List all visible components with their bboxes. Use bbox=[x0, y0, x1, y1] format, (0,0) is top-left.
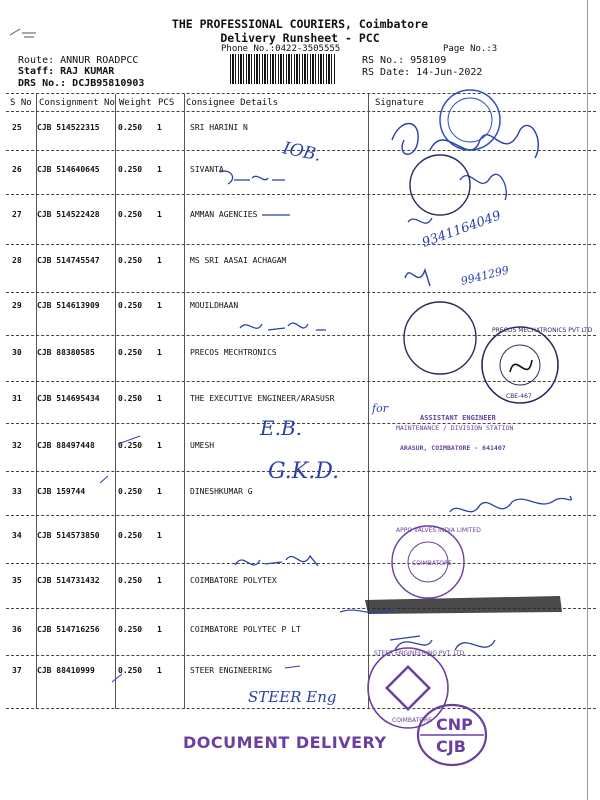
row-consignment: CJB 514573850 bbox=[37, 531, 100, 540]
row-pcs: 1 bbox=[157, 625, 162, 634]
drs-number: DRS No.: DCJB95810903 bbox=[18, 78, 145, 89]
row-consignment: CJB 88497448 bbox=[37, 441, 95, 450]
bank-stamp bbox=[440, 90, 500, 150]
route-label: Route: ANNUR ROADPCC bbox=[18, 55, 139, 66]
row-consignment: CJB 514716256 bbox=[37, 625, 100, 634]
document-title: Delivery Runsheet - PCC bbox=[220, 31, 380, 45]
pen-tick-2 bbox=[112, 666, 300, 682]
signature-row-29 bbox=[240, 323, 326, 330]
stamp-line-2: MAINTENANCE / DIVISION STATION bbox=[396, 424, 514, 432]
row-pcs: 1 bbox=[157, 165, 162, 174]
row-sno: 35 bbox=[12, 576, 22, 585]
row-weight: 0.250 bbox=[118, 123, 143, 132]
row-pcs: 1 bbox=[157, 487, 162, 496]
row-consignment: CJB 514522315 bbox=[37, 123, 100, 132]
row-weight: 0.250 bbox=[118, 256, 143, 265]
ink-smudge bbox=[365, 596, 562, 614]
row-consignee: THE EXECUTIVE ENGINEER/ARASUSR bbox=[190, 394, 335, 403]
row-weight: 0.250 bbox=[118, 394, 143, 403]
row-consignee: SRI HARINI N bbox=[190, 123, 248, 132]
row-consignee: MOUILDHAAN bbox=[190, 301, 239, 310]
row-sno: 31 bbox=[12, 394, 22, 403]
row-weight: 0.250 bbox=[118, 301, 143, 310]
row-consignment: CJB 514613909 bbox=[37, 301, 100, 310]
col-header-signature: Signature bbox=[375, 98, 424, 108]
row-sno: 29 bbox=[12, 301, 22, 310]
signature-row-28 bbox=[405, 270, 430, 286]
row-consignment: CJB 514640645 bbox=[37, 165, 100, 174]
company-stamp bbox=[410, 155, 470, 215]
row-consignee: UMESH bbox=[190, 441, 215, 450]
col-header-consignee: Consignee Details bbox=[186, 98, 279, 108]
row-sno: 26 bbox=[12, 165, 22, 174]
page-number: Page No.:3 bbox=[443, 44, 498, 54]
row-consignment: CJB 514731432 bbox=[37, 576, 100, 585]
precos-stamp-code: CBE-467 bbox=[506, 393, 532, 400]
handwriting-for: for bbox=[372, 402, 388, 415]
handwriting-iob: IOB. bbox=[280, 138, 323, 166]
precos-stamp bbox=[482, 327, 558, 403]
row-sno: 30 bbox=[12, 348, 22, 357]
row-pcs: 1 bbox=[157, 210, 162, 219]
row-weight: 0.250 bbox=[118, 348, 143, 357]
signature-row-27 bbox=[262, 215, 432, 223]
row-consignee: MS SRI AASAI ACHAGAM bbox=[190, 256, 287, 265]
pen-tick bbox=[100, 436, 143, 483]
signature-row-34 bbox=[235, 556, 318, 566]
signature-row-26 bbox=[220, 171, 285, 184]
precos-stamp-inner bbox=[500, 345, 540, 385]
row-sno: 32 bbox=[12, 441, 22, 450]
company-name: THE PROFESSIONAL COURIERS, Coimbatore bbox=[171, 17, 429, 31]
row-pcs: 1 bbox=[157, 256, 162, 265]
col-header-consignment: Consignment No bbox=[39, 98, 115, 108]
row-sno: 36 bbox=[12, 625, 22, 634]
col-header-sno: S No bbox=[10, 98, 32, 108]
handwriting-eb: E.B. bbox=[260, 416, 303, 440]
handwriting-phone: 9341164049 bbox=[420, 208, 504, 251]
cnp-stamp-bottom: CJB bbox=[436, 737, 466, 756]
row-consignment: CJB 159744 bbox=[37, 487, 86, 496]
row-sno: 34 bbox=[12, 531, 22, 540]
row-consignment: CJB 88380585 bbox=[37, 348, 95, 357]
row-weight: 0.250 bbox=[118, 487, 143, 496]
apo-stamp-center: COIMBATORE bbox=[412, 560, 452, 567]
row-sno: 27 bbox=[12, 210, 22, 219]
row-sno: 33 bbox=[12, 487, 22, 496]
row-weight: 0.250 bbox=[118, 666, 143, 675]
row-consignee: SIVANTA bbox=[190, 165, 224, 174]
row-sno: 37 bbox=[12, 666, 22, 675]
row-weight: 0.250 bbox=[118, 165, 143, 174]
row-weight: 0.250 bbox=[118, 210, 143, 219]
row-consignee: AMMAN AGENCIES bbox=[190, 210, 258, 219]
row-pcs: 1 bbox=[157, 348, 162, 357]
rs-date: RS Date: 14-Jun-2022 bbox=[362, 67, 483, 78]
row-sno: 28 bbox=[12, 256, 22, 265]
signature-row-26b bbox=[460, 174, 506, 200]
row-consignment: CJB 514522428 bbox=[37, 210, 100, 219]
row-consignee: DINESHKUMAR G bbox=[190, 487, 253, 496]
precos-stamp-text: PRECOS MECHATRONICS PVT LTD bbox=[492, 327, 593, 334]
row-consignee: STEER ENGINEERING bbox=[190, 666, 272, 675]
stamp-line-3: ARASUR, COIMBATORE - 641407 bbox=[400, 444, 506, 452]
handwriting-steer: STEER Eng bbox=[248, 688, 337, 706]
document-delivery-stamp: DOCUMENT DELIVERY bbox=[183, 733, 387, 752]
signature-row-33 bbox=[450, 496, 571, 512]
row-weight: 0.250 bbox=[118, 531, 143, 540]
rs-number: RS No.: 958109 bbox=[362, 55, 447, 66]
col-header-pcs: PCS bbox=[158, 98, 175, 108]
row-consignee: COIMBATORE POLYTEC P LT bbox=[190, 625, 301, 634]
row-consignment: CJB 88410999 bbox=[37, 666, 95, 675]
row-pcs: 1 bbox=[157, 531, 162, 540]
row-pcs: 1 bbox=[157, 666, 162, 675]
row-consignee: COIMBATORE POLYTEX bbox=[190, 576, 277, 585]
row-pcs: 1 bbox=[157, 394, 162, 403]
row-consignment: CJB 514745547 bbox=[37, 256, 100, 265]
row-sno: 25 bbox=[12, 123, 22, 132]
row-weight: 0.250 bbox=[118, 441, 143, 450]
steer-logo bbox=[387, 667, 429, 709]
stamp-line-1: ASSISTANT ENGINEER bbox=[420, 414, 496, 422]
row-weight: 0.250 bbox=[118, 576, 143, 585]
row-pcs: 1 bbox=[157, 301, 162, 310]
col-header-weight: Weight bbox=[119, 98, 152, 108]
precos-signature bbox=[510, 360, 532, 372]
row-pcs: 1 bbox=[157, 123, 162, 132]
row-weight: 0.250 bbox=[118, 625, 143, 634]
steer-stamp-text: STEER ENGINEERING PVT. LTD. bbox=[374, 650, 467, 657]
midas-stamp bbox=[404, 302, 476, 374]
bank-stamp-inner bbox=[448, 98, 492, 142]
handwriting-phone-2: 9941299 bbox=[459, 263, 511, 288]
row-consignment: CJB 514695434 bbox=[37, 394, 100, 403]
row-pcs: 1 bbox=[157, 441, 162, 450]
phone-number: Phone No.:0422-3505555 bbox=[221, 44, 341, 54]
row-pcs: 1 bbox=[157, 576, 162, 585]
staff-label: Staff: RAJ KUMAR bbox=[18, 66, 115, 77]
cnp-stamp-top: CNP bbox=[436, 715, 473, 734]
signature-row-25 bbox=[392, 124, 538, 159]
apo-stamp-text: APPO VALVES INDIA LIMITED bbox=[396, 527, 481, 534]
row-consignee: PRECOS MECHTRONICS bbox=[190, 348, 277, 357]
steer-stamp-sub: COIMBATORE bbox=[392, 717, 432, 724]
handwriting-gkd: G.K.D. bbox=[268, 459, 340, 484]
